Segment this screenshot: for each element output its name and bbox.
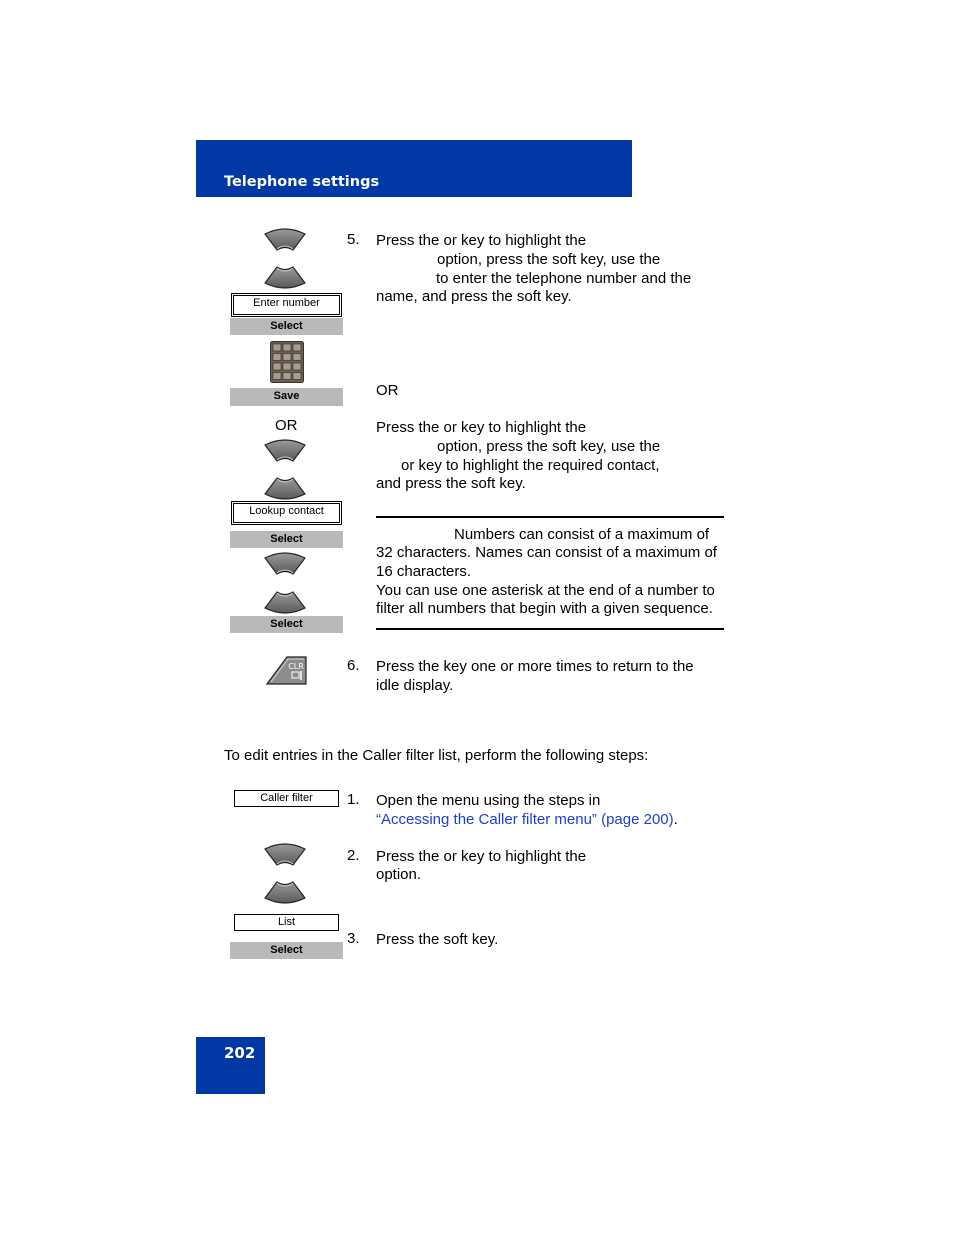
caller-filter-option[interactable]: Caller filter [234, 790, 339, 807]
list-option[interactable]: List [234, 914, 339, 931]
page-title: Telephone settings [224, 174, 380, 190]
note-line: Numbers can consist of a maximum of [454, 526, 710, 543]
edit-step2-line: option. [376, 866, 422, 883]
edit-step1-link-line [376, 810, 678, 829]
step-number: 2. [347, 847, 360, 864]
step-number: 6. [347, 657, 360, 674]
select-softkey[interactable]: Select [230, 616, 343, 633]
accessing-caller-filter-link[interactable]: “Accessing the Caller filter menu” (page 200) [376, 811, 674, 828]
clr-key-icon [265, 655, 309, 685]
step5-line: to enter the telephone number and the [436, 270, 692, 287]
nav-up-key-icon [263, 550, 307, 576]
or-label: OR [275, 417, 298, 434]
edit-step2-line: Press the or key to highlight the [376, 848, 587, 865]
note-top-rule [376, 516, 724, 518]
step6-line: Press the key one or more times to return to the [376, 658, 694, 675]
note-line: 16 characters. [376, 563, 472, 580]
edit-step3-line: Press the soft key. [376, 931, 499, 948]
step5-line: option, press the soft key, use the [437, 251, 661, 268]
note-bottom-rule [376, 628, 724, 630]
select-softkey[interactable]: Select [230, 318, 343, 335]
nav-down-key-icon [263, 590, 307, 616]
nav-down-key-icon [263, 476, 307, 502]
lookup-contact-option[interactable]: Lookup contact [231, 501, 342, 525]
step-number: 5. [347, 231, 360, 248]
nav-down-key-icon [263, 880, 307, 906]
keypad-icon [270, 341, 304, 383]
alt-line: option, press the soft key, use the [437, 438, 661, 455]
alt-line: and press the soft key. [376, 475, 526, 492]
step6-line: idle display. [376, 677, 454, 694]
svg-text:CLR: CLR [288, 662, 304, 671]
select-softkey[interactable]: Select [230, 942, 343, 959]
alt-line: Press the or key to highlight the [376, 419, 587, 436]
alt-line: or key to highlight the required contact, [401, 457, 660, 474]
nav-up-key-icon [263, 437, 307, 463]
note-line: 32 characters. Names can consist of a maximum of [376, 544, 717, 561]
step5-line: name, and press the soft key. [376, 288, 572, 305]
or-label: OR [376, 382, 399, 399]
step5-line: Press the or key to highlight the [376, 232, 587, 249]
note-line: You can use one asterisk at the end of a number to [376, 582, 715, 599]
step-number: 3. [347, 930, 360, 947]
nav-up-key-icon [263, 226, 307, 252]
page-number: 202 [224, 1044, 256, 1062]
note-line: filter all numbers that begin with a given sequence. [376, 600, 713, 617]
step-number: 1. [347, 791, 360, 808]
enter-number-option[interactable]: Enter number [231, 293, 342, 317]
select-softkey[interactable]: Select [230, 531, 343, 548]
save-softkey[interactable]: Save [230, 388, 343, 406]
nav-up-key-icon [263, 841, 307, 867]
period: . [673, 811, 678, 828]
nav-down-key-icon [263, 265, 307, 291]
edit-step1-line: Open the menu using the steps in [376, 792, 601, 809]
intro-text: To edit entries in the Caller filter list, perform the following steps: [224, 747, 649, 764]
